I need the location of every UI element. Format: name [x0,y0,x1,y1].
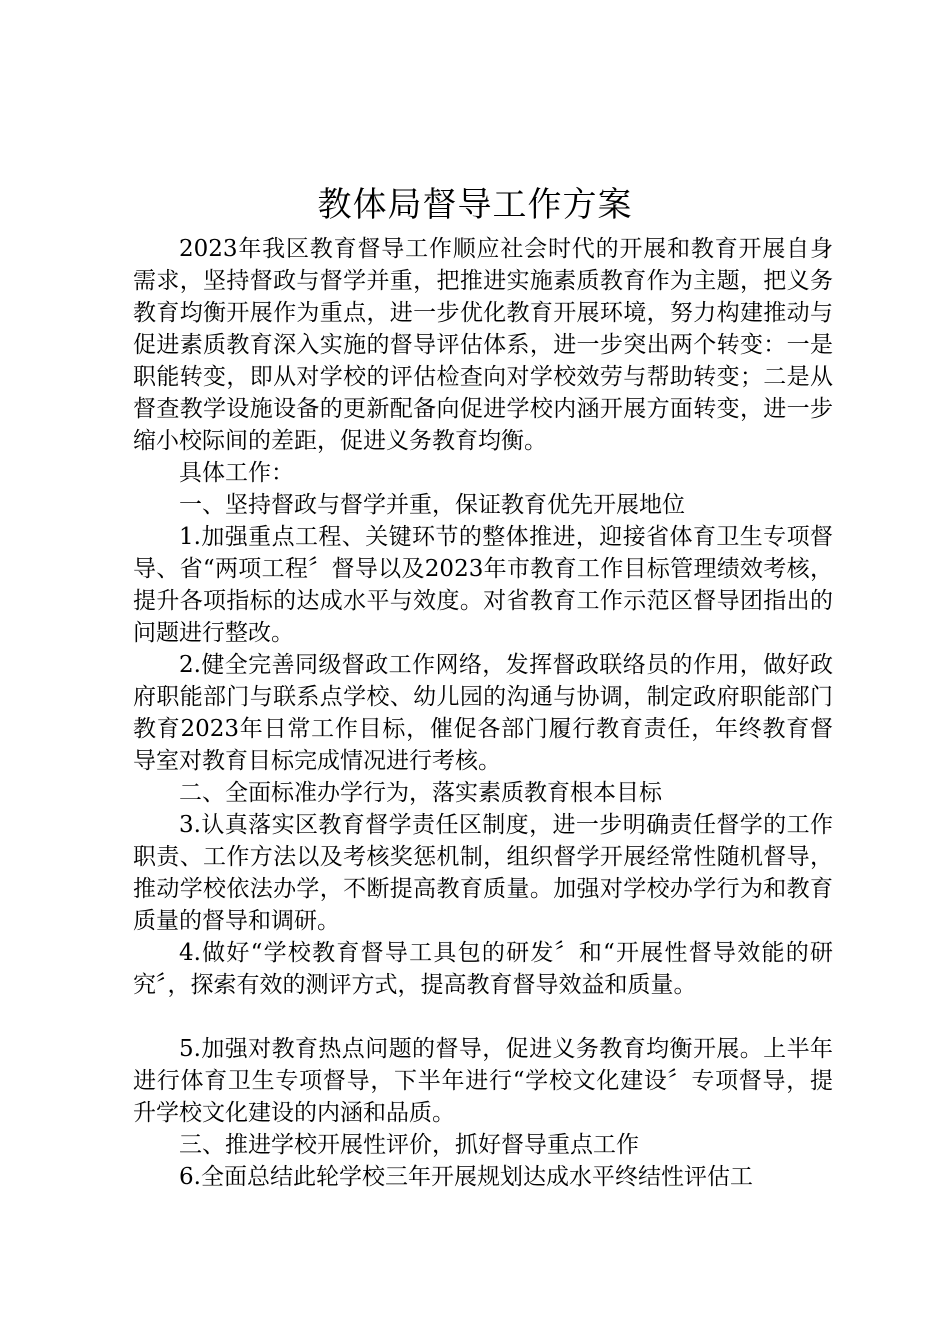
paragraph-item-1: 1.加强重点工程、关键环节的整体推进，迎接省体育卫生专项督导、省“两项工程〞督导以及2023年市教育工作目标管理绩效考核，提升各项指标的达成水平与效度。对省教育工作示范区督导团指出的问题进行整改。 [133,524,833,646]
paragraph-specific-work: 具体工作： [179,460,294,486]
paragraph-item-2: 2.健全完善同级督政工作网络，发挥督政联络员的作用，做好政府职能部门与联系点学校、幼儿园的沟通与协调，制定政府职能部门教育2023年日常工作目标，催促各部门履行教育责任，年终教育督导室对教育目标完成情况进行考核。 [133,652,833,774]
document-title: 教体局督导工作方案 [317,185,633,225]
paragraph-item-5: 5.加强对教育热点问题的督导，促进义务教育均衡开展。上半年进行体育卫生专项督导，下半年进行“学校文化建设〞专项督导，提升学校文化建设的内涵和品质。 [133,1036,833,1126]
section-heading-3: 三、推进学校开展性评价，抓好督导重点工作 [179,1132,639,1158]
section-heading-2: 二、全面标准办学行为，落实素质教育根本目标 [179,780,662,806]
document-body [133,233,833,1193]
paragraph-item-4: 4.做好“学校教育督导工具包的研发〞和“开展性督导效能的研究〞，探索有效的测评方式，提高教育督导效益和质量。 [133,940,833,998]
paragraph-item-3: 3.认真落实区教育督学责任区制度，进一步明确责任督学的工作职责、工作方法以及考核奖惩机制，组织督学开展经常性随机督导，推动学校依法办学，不断提高教育质量。加强对学校办学行为和教育质量的督导和调研。 [133,812,833,934]
paragraph-intro: 2023年我区教育督导工作顺应社会时代的开展和教育开展自身需求，坚持督政与督学并重，把推进实施素质教育作为主题，把义务教育均衡开展作为重点，进一步优化教育开展环境，努力构建推动与促进素质教育深入实施的督导评估体系，进一步突出两个转变：一是职能转变，即从对学校的评估检查向对学校效劳与帮助转变；二是从督查教学设施设备的更新配备向促进学校内涵开展方面转变，进一步缩小校际间的差距，促进义务教育均衡。 [133,236,833,454]
paragraph-item-6: 6.全面总结此轮学校三年开展规划达成水平终结性评估工 [179,1164,753,1190]
section-heading-1: 一、坚持督政与督学并重，保证教育优先开展地位 [179,492,685,518]
